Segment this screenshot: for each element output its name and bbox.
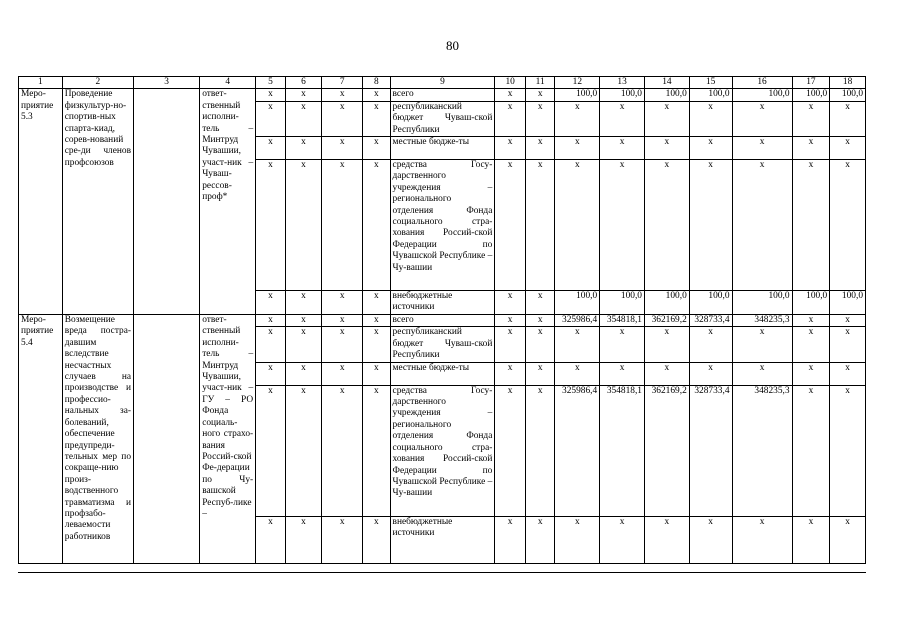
code-cell: x [525,89,555,101]
code-cell: x [495,516,526,563]
year-value: x [689,137,732,160]
code-cell: x [363,362,390,385]
program-table [18,76,866,564]
year-value: x [830,362,866,385]
year-value: x [555,516,600,563]
header-cell: 15 [689,77,732,89]
funding-source: всего [390,315,495,327]
header-cell: 11 [525,77,555,89]
year-value: x [792,315,830,327]
code-cell: x [322,327,363,362]
funding-source: местные бюдже-ты [390,362,495,385]
code-cell: x [285,291,322,315]
year-value: x [600,516,645,563]
year-value: x [792,327,830,362]
activity-executor: ответ-ственный исполни-тель – Минтруд Чувашии, участ-ник – Чуваш-рессов-проф* [200,89,256,315]
code-cell: x [322,89,363,101]
header-cell: 6 [285,77,322,89]
year-value: 354818,1 [600,385,645,516]
year-value: 100,0 [600,89,645,101]
header-cell: 10 [495,77,526,89]
code-cell: x [363,160,390,291]
code-cell: x [322,385,363,516]
code-cell: x [363,89,390,101]
code-cell: x [495,137,526,160]
code-cell: x [525,137,555,160]
funding-source: всего [390,89,495,101]
year-value: 100,0 [644,291,689,315]
year-value: x [600,137,645,160]
code-cell: x [363,291,390,315]
code-cell: x [525,101,555,136]
year-value: 354818,1 [600,315,645,327]
code-cell: x [322,362,363,385]
year-value: 348235,3 [732,315,792,327]
code-cell: x [363,327,390,362]
code-cell: x [495,327,526,362]
code-cell: x [322,137,363,160]
year-value: x [689,160,732,291]
year-value: 348235,3 [732,385,792,516]
code-cell: x [256,137,286,160]
code-cell: x [495,101,526,136]
activity-name: Возмещение вреда постра-давшим вследствие несчастных случаев на производстве и профессио-нальных за-болеваний, обеспечение предупреди-тельных мер по сокраще-нию произ-водственного травматизма и профзабо-леваемости работников [62,315,133,564]
code-cell: x [363,315,390,327]
funding-source: средства Госу-дарственного учреждения – регионального отделения Фонда социального стра-хования Россий-ской Федерации по Чувашской Республике – Чу-вашии [390,160,495,291]
year-value: 100,0 [644,89,689,101]
code-cell: x [495,385,526,516]
year-value: x [644,160,689,291]
year-value: 100,0 [792,89,830,101]
funding-row [19,315,866,327]
header-cell: 9 [390,77,495,89]
funding-source: местные бюдже-ты [390,137,495,160]
code-cell: x [285,160,322,291]
code-cell: x [285,516,322,563]
year-value: x [792,137,830,160]
year-value: x [644,101,689,136]
page-number: 80 [446,38,459,53]
funding-source: республиканский бюджет Чуваш-ской Республики [390,101,495,136]
code-cell: x [256,315,286,327]
code-cell: x [285,315,322,327]
activity-name: Проведение физкультур-но-спортив-ных спарта-киад, сорев-нований сре-ди членов профсоюзов [62,89,133,315]
code-cell: x [525,516,555,563]
code-cell: x [256,89,286,101]
funding-source: средства Госу-дарственного учреждения – регионального отделения Фонда социального стра-хования Россий-ской Федерации по Чувашской Республике – Чу-вашии [390,385,495,516]
header-cell: 14 [644,77,689,89]
year-value: x [792,362,830,385]
header-cell: 7 [322,77,363,89]
code-cell: x [256,327,286,362]
year-value: 328733,4 [689,385,732,516]
year-value: x [689,327,732,362]
code-cell: x [285,137,322,160]
funding-row [19,89,866,101]
code-cell: x [256,516,286,563]
year-value: 100,0 [600,291,645,315]
code-cell: x [285,101,322,136]
year-value: x [600,362,645,385]
funding-source: внебюджетные источники [390,291,495,315]
year-value: x [555,362,600,385]
funding-source: республиканский бюджет Чуваш-ской Республики [390,327,495,362]
code-cell: x [525,362,555,385]
year-value: 100,0 [689,89,732,101]
year-value: 362169,2 [644,315,689,327]
year-value: x [732,327,792,362]
header-cell: 13 [600,77,645,89]
header-cell: 16 [732,77,792,89]
code-cell: x [363,137,390,160]
year-value: x [555,101,600,136]
year-value: x [644,516,689,563]
year-value: x [689,516,732,563]
year-value: x [644,137,689,160]
code-cell: x [495,160,526,291]
code-cell: x [322,101,363,136]
code-cell: x [256,362,286,385]
year-value: x [600,101,645,136]
year-value: x [830,137,866,160]
year-value: 325986,4 [555,385,600,516]
header-cell: 3 [134,77,200,89]
bottom-rule [18,572,866,573]
year-value: 325986,4 [555,315,600,327]
year-value: x [792,516,830,563]
year-value: 100,0 [555,291,600,315]
code-cell: x [322,291,363,315]
empty-cell [134,89,200,315]
year-value: x [555,160,600,291]
code-cell: x [363,516,390,563]
code-cell: x [256,160,286,291]
year-value: x [644,327,689,362]
year-value: x [830,101,866,136]
year-value: 100,0 [830,291,866,315]
code-cell: x [525,315,555,327]
year-value: x [600,160,645,291]
code-cell: x [256,101,286,136]
activity-number: Меро-приятие 5.3 [19,89,63,315]
code-cell: x [495,315,526,327]
year-value: x [830,516,866,563]
funding-source: внебюджетные источники [390,516,495,563]
year-value: x [732,362,792,385]
year-value: 362169,2 [644,385,689,516]
empty-cell [134,315,200,564]
year-value: 100,0 [689,291,732,315]
code-cell: x [525,327,555,362]
activity-number: Меро-приятие 5.4 [19,315,63,564]
code-cell: x [285,327,322,362]
code-cell: x [525,291,555,315]
code-cell: x [285,89,322,101]
code-cell: x [322,160,363,291]
header-cell: 18 [830,77,866,89]
header-cell: 8 [363,77,390,89]
header-cell: 2 [62,77,133,89]
column-number-row [19,77,866,89]
year-value: x [555,327,600,362]
year-value: x [732,516,792,563]
code-cell: x [363,385,390,516]
header-cell: 17 [792,77,830,89]
header-cell: 12 [555,77,600,89]
year-value: 100,0 [732,291,792,315]
year-value: x [732,137,792,160]
year-value: x [644,362,689,385]
code-cell: x [525,160,555,291]
code-cell: x [495,89,526,101]
year-value: x [732,160,792,291]
year-value: x [830,315,866,327]
header-cell: 5 [256,77,286,89]
code-cell: x [495,291,526,315]
code-cell: x [322,516,363,563]
year-value: 100,0 [732,89,792,101]
code-cell: x [256,385,286,516]
code-cell: x [495,362,526,385]
code-cell: x [525,385,555,516]
activity-executor: ответ-ственный исполни-тель – Минтруд Чувашии, участ-ник – ГУ – РО Фонда социаль-ного страхо-вания Россий-ской Фе-дерации по Чу-вашской Респуб-лике – [200,315,256,564]
header-cell: 1 [19,77,63,89]
code-cell: x [285,362,322,385]
year-value: x [830,385,866,516]
year-value: 100,0 [792,291,830,315]
year-value: 328733,4 [689,315,732,327]
year-value: x [830,160,866,291]
code-cell: x [322,315,363,327]
year-value: 100,0 [830,89,866,101]
year-value: x [689,101,732,136]
header-cell: 4 [200,77,256,89]
year-value: x [732,101,792,136]
code-cell: x [363,101,390,136]
code-cell: x [256,291,286,315]
year-value: 100,0 [555,89,600,101]
year-value: x [830,327,866,362]
year-value: x [600,327,645,362]
year-value: x [792,160,830,291]
year-value: x [555,137,600,160]
year-value: x [792,385,830,516]
year-value: x [689,362,732,385]
year-value: x [792,101,830,136]
code-cell: x [285,385,322,516]
